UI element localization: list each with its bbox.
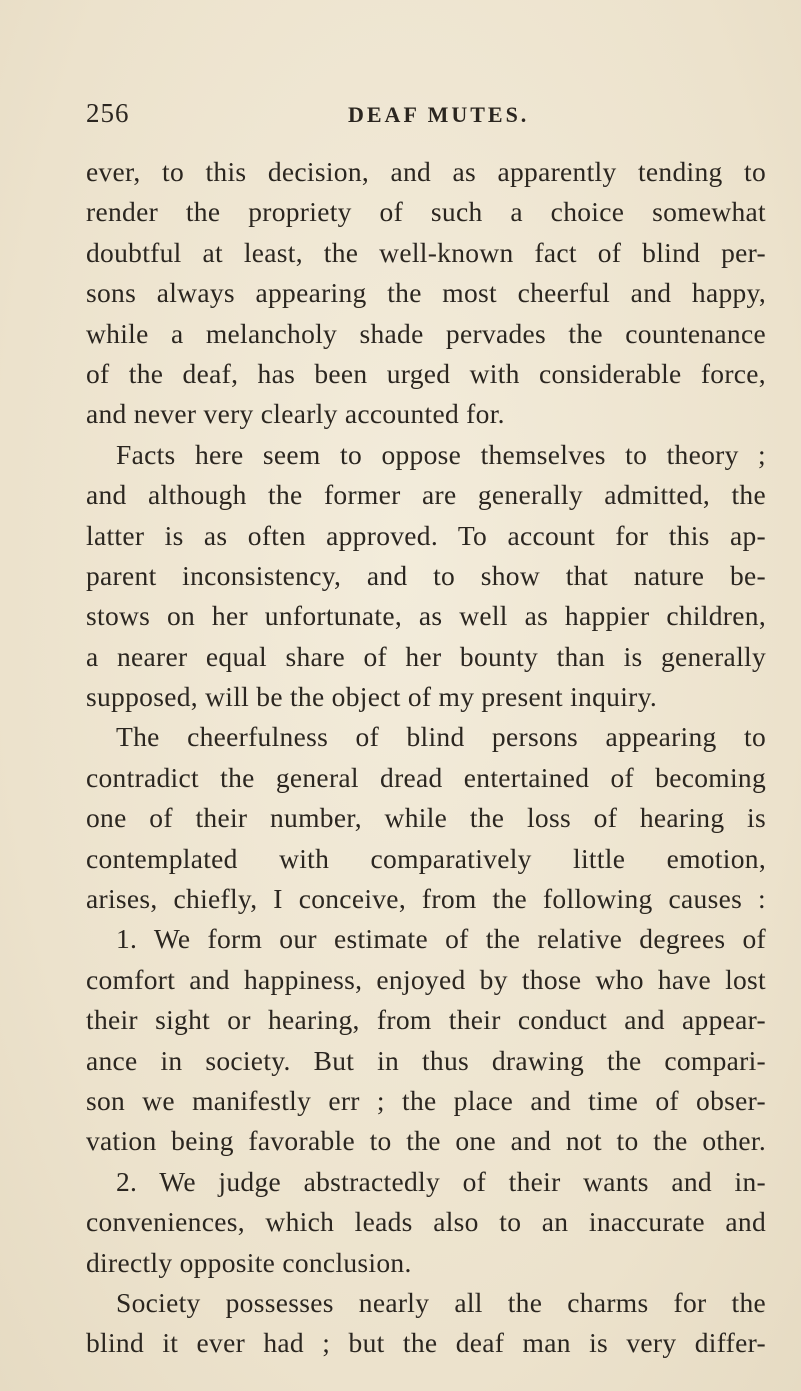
text-line: parent inconsistency, and to show that nature be- [86,559,766,591]
text-line: contradict the general dread entertained of becoming [86,761,766,793]
text-line: supposed, will be the object of my present inquiry. [86,681,658,713]
text-line: arises, chiefly, I conceive, from the following causes : [86,883,766,915]
text-line: render the propriety of such a choice somewhat [86,196,766,228]
text-line: stows on her unfortunate, as well as happier children, [86,600,766,632]
text-line: Facts here seem to oppose themselves to theory ; [116,438,766,470]
text-line: doubtful at least, the well-known fact of blind per- [86,236,766,268]
text-line: contemplated with comparatively little emotion, [86,842,766,874]
text-line: ance in society. But in thus drawing the compari- [86,1044,766,1076]
page-number: 256 [86,98,130,128]
text-line: sons always appearing the most cheerful and happy, [86,277,766,309]
page-header [86,98,766,138]
text-line: one of their number, while the loss of hearing is [86,802,766,834]
text-line: 2. We judge abstractedly of their wants and in- [116,1165,766,1197]
text-line: and although the former are generally admitted, the [86,479,766,511]
text-line: while a melancholy shade pervades the countenance [86,317,766,349]
text-line: ever, to this decision, and as apparently tending to [86,156,766,187]
text-line: their sight or hearing, from their conduct and appear- [86,1004,766,1036]
text-line: vation being favorable to the one and not to the other. [86,1125,766,1157]
text-line: 1. We form our estimate of the relative degrees of [116,923,766,955]
text-line: and never very clearly accounted for. [86,398,505,430]
text-line: directly opposite conclusion. [86,1246,412,1278]
text-line: blind it ever had ; but the deaf man is very differ- [86,1327,766,1359]
text-line: Society possesses nearly all the charms for the [116,1286,766,1318]
text-line: son we manifestly err ; the place and time of obser- [86,1084,766,1116]
body-text [86,152,766,1364]
text-line: a nearer equal share of her bounty than is generally [86,640,766,672]
text-line: The cheerfulness of blind persons appearing to [116,721,766,753]
text-line: conveniences, which leads also to an inaccurate and [86,1206,766,1238]
text-line: comfort and happiness, enjoyed by those who have lost [86,963,766,995]
text-line: latter is as often approved. To account for this ap- [86,519,766,551]
text-line: of the deaf, has been urged with considerable force, [86,357,766,389]
running-head: DEAF MUTES. [348,102,530,127]
